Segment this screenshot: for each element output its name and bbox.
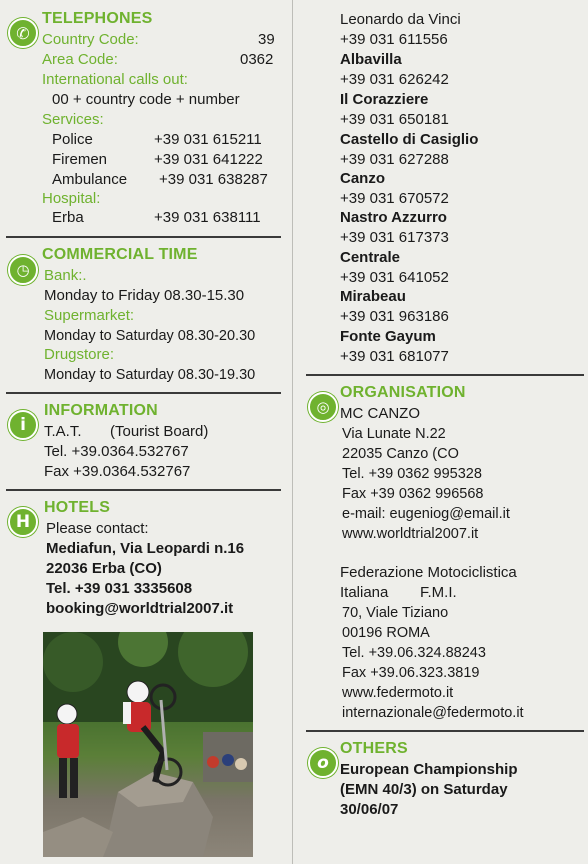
taxi-number: +39 031 681077 bbox=[340, 348, 449, 365]
trial-rider-photo bbox=[43, 632, 253, 857]
section-divider bbox=[306, 374, 584, 376]
section-divider bbox=[6, 489, 281, 491]
drugstore-hours: Monday to Saturday 08.30-19.30 bbox=[44, 367, 256, 383]
others-title: OTHERS bbox=[340, 740, 408, 757]
service-number: +39 031 615211 bbox=[154, 131, 262, 148]
phone-icon: ✆ bbox=[8, 18, 38, 48]
hotels-address-line1: Mediafun, Via Leopardi n.16 bbox=[46, 540, 245, 557]
fmi-city: 00196 ROMA bbox=[342, 625, 430, 641]
supermarket-hours: Monday to Saturday 08.30-20.30 bbox=[44, 328, 256, 344]
hotel-icon: H bbox=[8, 507, 38, 537]
organisation-email[interactable]: e-mail: eugeniog@email.it bbox=[342, 506, 510, 522]
intl-calls-value: 00 + country code + number bbox=[52, 91, 240, 108]
service-number: +39 031 641222 bbox=[154, 151, 263, 168]
taxi-number: +39 031 627288 bbox=[340, 151, 449, 168]
hotels-email[interactable]: booking@worldtrial2007.it bbox=[46, 600, 234, 617]
organisation-title: ORGANISATION bbox=[340, 384, 466, 401]
bank-hours: Monday to Friday 08.30-15.30 bbox=[44, 287, 245, 304]
area-code-value: 0362 bbox=[240, 51, 274, 68]
fmi-fax: Fax +39.06.323.3819 bbox=[342, 665, 480, 681]
bank-label: Bank:. bbox=[44, 267, 87, 284]
supermarket-label: Supermarket: bbox=[44, 307, 135, 324]
intl-calls-label: International calls out: bbox=[42, 71, 188, 88]
tat-description: (Tourist Board) bbox=[110, 423, 209, 440]
hotels-title: HOTELS bbox=[44, 499, 111, 516]
hospital-name: Erba bbox=[52, 209, 84, 226]
fmi-abbreviation: F.M.I. bbox=[420, 584, 457, 601]
information-tel: Tel. +39.0364.532767 bbox=[44, 443, 189, 460]
others-line1: European Championship bbox=[340, 761, 518, 778]
organisation-street: Via Lunate N.22 bbox=[342, 426, 446, 442]
organisation-city: 22035 Canzo (CO bbox=[342, 446, 459, 462]
information-fax: Fax +39.0364.532767 bbox=[44, 463, 191, 480]
info-icon: i bbox=[8, 410, 38, 440]
hospital-number: +39 031 638111 bbox=[154, 209, 261, 226]
hotels-address-line2: 22036 Erba (CO) bbox=[46, 560, 162, 577]
taxi-number: +39 031 670572 bbox=[340, 190, 449, 207]
organisation-website[interactable]: www.worldtrial2007.it bbox=[342, 526, 479, 542]
hospital-label: Hospital: bbox=[42, 190, 101, 207]
fmi-email[interactable]: internazionale@federmoto.it bbox=[342, 705, 524, 721]
service-name: Firemen bbox=[52, 151, 108, 168]
country-code-label: Country Code: bbox=[42, 31, 139, 48]
fmi-website[interactable]: www.federmoto.it bbox=[342, 685, 454, 701]
hotels-tel: Tel. +39 031 3335608 bbox=[46, 580, 193, 597]
telephones-title: TELEPHONES bbox=[42, 10, 153, 27]
drugstore-label: Drugstore: bbox=[44, 346, 115, 363]
organisation-name: MC CANZO bbox=[340, 405, 420, 422]
taxi-name: Leonardo da Vinci bbox=[340, 11, 461, 28]
organisation-tel: Tel. +39 0362 995328 bbox=[342, 466, 482, 482]
clock-icon: ◷ bbox=[8, 255, 38, 285]
taxi-name: Mirabeau bbox=[340, 288, 406, 305]
others-icon: o bbox=[308, 748, 338, 778]
others-line2: (EMN 40/3) on Saturday bbox=[340, 781, 508, 798]
lifebuoy-icon: ◎ bbox=[308, 392, 338, 422]
taxi-number: +39 031 617373 bbox=[340, 229, 449, 246]
taxi-name: Centrale bbox=[340, 249, 401, 266]
services-label: Services: bbox=[42, 111, 104, 128]
taxi-name: Castello di Casiglio bbox=[340, 131, 479, 148]
commercial-title: COMMERCIAL TIME bbox=[42, 246, 198, 263]
taxi-name: Il Corazziere bbox=[340, 91, 429, 108]
fmi-name-line1: Federazione Motociclistica bbox=[340, 564, 517, 581]
taxi-number: +39 031 611556 bbox=[340, 31, 448, 48]
taxi-number: +39 031 650181 bbox=[340, 111, 449, 128]
fmi-name-line2: Italiana bbox=[340, 584, 389, 601]
area-code-label: Area Code: bbox=[42, 51, 118, 68]
taxi-name: Nastro Azzurro bbox=[340, 209, 447, 226]
taxi-name: Albavilla bbox=[340, 51, 402, 68]
column-divider bbox=[292, 0, 293, 864]
section-divider bbox=[306, 730, 584, 732]
section-divider bbox=[6, 392, 281, 394]
taxi-name: Fonte Gayum bbox=[340, 328, 436, 345]
others-line3: 30/06/07 bbox=[340, 801, 399, 818]
trial-rider-illustration bbox=[43, 632, 253, 857]
service-name: Police bbox=[52, 131, 93, 148]
taxi-number: +39 031 626242 bbox=[340, 71, 449, 88]
service-name: Ambulance bbox=[52, 171, 128, 188]
fmi-tel: Tel. +39.06.324.88243 bbox=[342, 645, 486, 661]
information-title: INFORMATION bbox=[44, 402, 158, 419]
service-number: +39 031 638287 bbox=[159, 171, 268, 188]
hotels-contact-label: Please contact: bbox=[46, 520, 149, 537]
taxi-number: +39 031 963186 bbox=[340, 308, 449, 325]
tat-label: T.A.T. bbox=[44, 423, 82, 440]
fmi-street: 70, Viale Tiziano bbox=[342, 605, 449, 621]
taxi-name: Canzo bbox=[340, 170, 385, 187]
country-code-value: 39 bbox=[258, 31, 275, 48]
organisation-fax: Fax +39 0362 996568 bbox=[342, 486, 484, 502]
section-divider bbox=[6, 236, 281, 238]
taxi-number: +39 031 641052 bbox=[340, 269, 449, 286]
